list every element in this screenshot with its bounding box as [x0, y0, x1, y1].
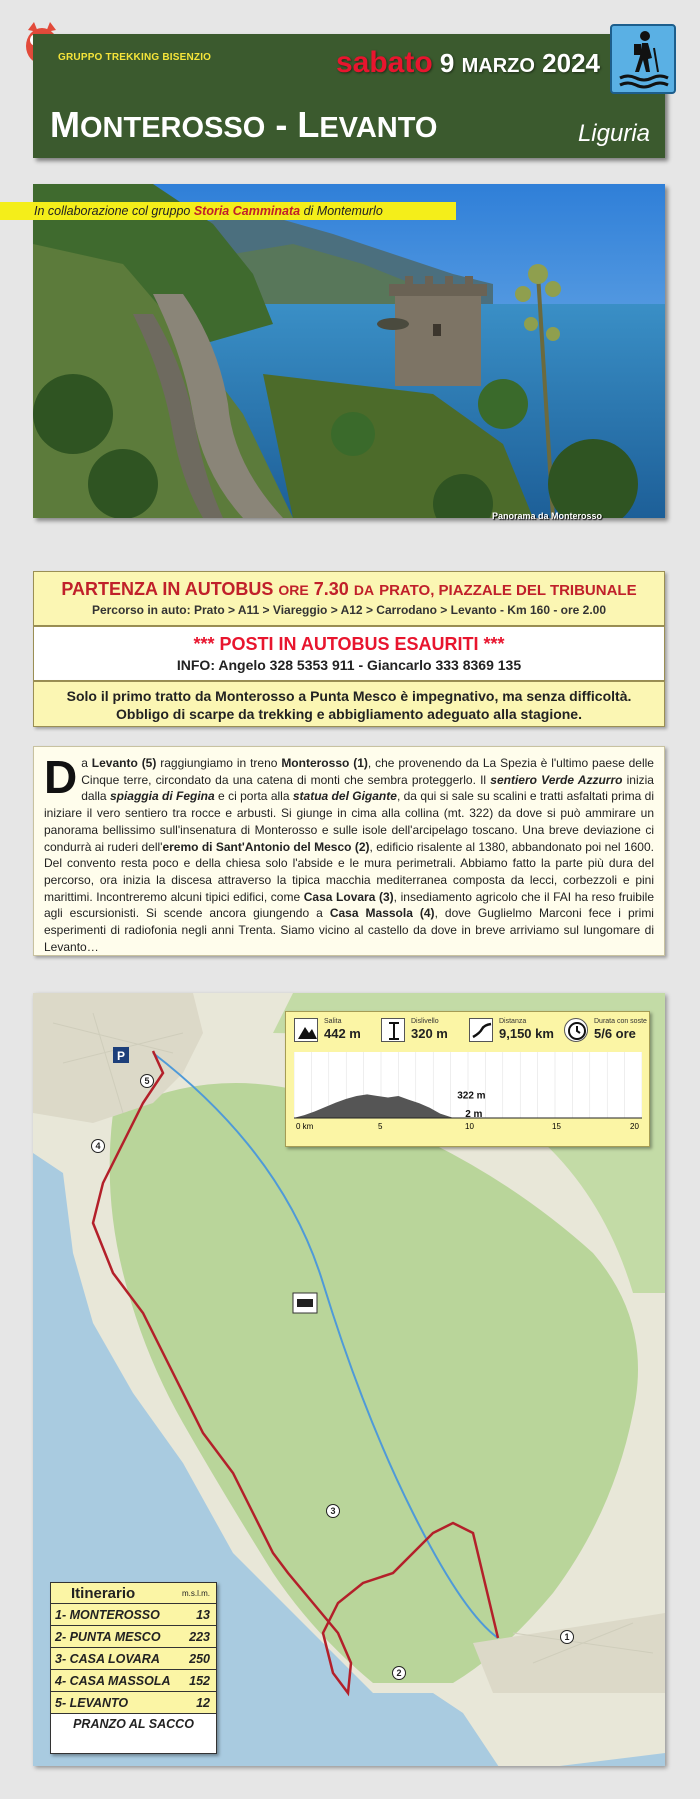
itinerary-table [50, 1582, 217, 1754]
car-route: Percorso in auto: Prato > A11 > Viareggio > A12 > Carrodano > Levanto - Km 160 - ore 2.00 [91, 603, 607, 617]
elevation-profile-chart [294, 1052, 642, 1142]
itinerary-row: 4- CASA MASSOLA 152 [51, 1670, 216, 1692]
route-title: MONTEROSSO - LEVANTO [50, 104, 438, 145]
map-point-2: 2 [392, 1666, 406, 1680]
x-tick-label: 10 [465, 1122, 474, 1131]
map-point-1: 1 [560, 1630, 574, 1644]
map-point-4: 4 [91, 1139, 105, 1153]
dropcap: D [44, 751, 78, 803]
panorama-photo [33, 184, 665, 518]
x-tick-label: 20 [630, 1122, 639, 1131]
itinerary-row: 5- LEVANTO 12 [51, 1692, 216, 1714]
distance-icon [469, 1018, 493, 1042]
lunch-note: PRANZO AL SACCO [51, 1714, 216, 1733]
elevation-icon [381, 1018, 405, 1042]
x-tick-label: 5 [378, 1122, 383, 1131]
date-num: 9 [439, 48, 455, 78]
route-description: Da Levanto (5) raggiungiamo in treno Monterosso (1), che provenendo da La Spezia è l'ultimo paese delle Cinque terre, circondato da una catena di monti che sembra proteggerlo. Il sentiero Verde Azzurro inizia dalla spiaggia di Fegina e ci porta alla statua del Gigante, da qui si sale su scalini e tratti asfaltati prima di iniziare il vero sentiero tra rocce e arbusti. Si giunge in cima alla collina (mt. 322) da dove si può ammirare un panorama bellissimo sull'insenatura di Monterosso e sulle isole dell'arcipelago toscano. Una breve deviazione ci condurrà ai ruderi dell'eremo di Sant'Antonio del Mesco (2), edificio risalente al 1380, abbandonato poi nel 1600. Del convento resta poco e della chiesa solo l'abside e le mura perimetrali. Abbiamo fatto la parte più dura del percorso, ora inizia la discesa attraverso la tipica macchia mediterranea composta da lecci, corbezzoli e pini marittimi. Incontreremo alcuni tipici edifici, come Casa Lovara (3), insediamento agricolo che il FAI ha reso fruibile agli escursionisti. Si scende ancora giungendo a Casa Massola (4), dove Guglielmo Marconi fece i primi esperimenti di radiofonia negli anni Trenta. Siamo vicino al castello da dove in breve arriviamo sul lungomare di Levanto… [33, 746, 665, 956]
departure-box [33, 571, 665, 626]
clock-icon [564, 1018, 588, 1042]
region: Liguria [577, 120, 650, 147]
seats-box [33, 626, 665, 681]
itinerary-row: 1- MONTEROSSO 13 [51, 1604, 216, 1626]
itinerary-header [51, 1583, 216, 1604]
photo-caption: Panorama da Monterosso [492, 511, 603, 521]
event-date [300, 46, 600, 80]
warning-line-1: Solo il primo tratto da Monterosso a Punta Mesco è impegnativo, ma senza difficoltà. [66, 688, 632, 704]
x-tick-label: 15 [552, 1122, 561, 1131]
departure-title: PARTENZA IN AUTOBUS ORE 7.30 DA PRATO, PIAZZALE DEL TRIBUNALE [61, 579, 637, 599]
collaboration-banner: In collaborazione col gruppo Storia Camminata di Montemurlo [0, 202, 456, 220]
x-tick-label: 0 km [296, 1122, 314, 1131]
info-contacts: INFO: Angelo 328 5353 911 - Giancarlo 333 8369 135 [176, 657, 522, 673]
date-day: sabato [335, 46, 433, 79]
itinerary-row: 3- CASA LOVARA 250 [51, 1648, 216, 1670]
warning-line-2: Obbligo di scarpe da trekking e abbigliamento adeguato alla stagione. [116, 706, 582, 722]
itinerary-unit: m.s.l.m. [182, 1589, 210, 1598]
group-name: GRUPPO TREKKING BISENZIO [58, 52, 212, 63]
ascent-icon [294, 1018, 318, 1042]
route-stats-panel: Salita 442 m Dislivello 320 m Distanza 9,150 km Durata con soste 5/6 ore 0 km 5 10 15 20 322 m 2 m [285, 1011, 650, 1147]
warning-box [33, 681, 665, 727]
seats-sold-out: *** POSTI IN AUTOBUS ESAURITI *** [193, 634, 505, 654]
itinerary-title: Itinerario [71, 1585, 136, 1602]
date-month: MARZO [461, 55, 535, 77]
map-point-3: 3 [326, 1504, 340, 1518]
annotation-min: 2 m [465, 1109, 483, 1120]
annotation-max: 322 m [457, 1090, 486, 1102]
date-year: 2024 [542, 48, 600, 78]
itinerary-row: 2- PUNTA MESCO 223 [51, 1626, 216, 1648]
map-point-5: 5 [140, 1074, 154, 1088]
svg-text:P: P [117, 1049, 126, 1063]
hiker-icon [610, 24, 676, 94]
